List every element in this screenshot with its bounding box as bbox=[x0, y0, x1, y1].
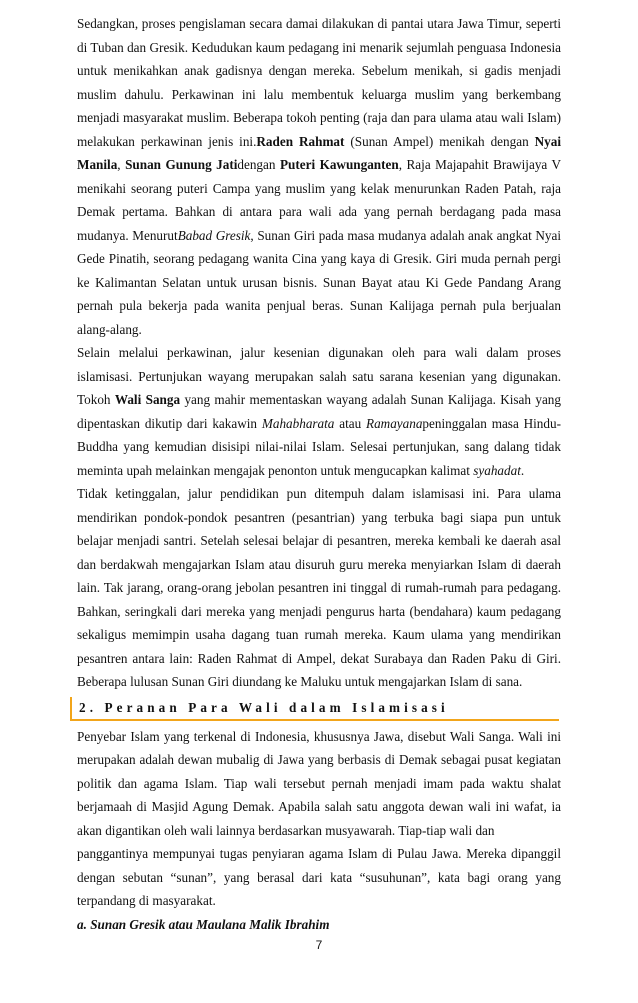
text-run: Nyai Manila bbox=[77, 133, 562, 172]
paragraph-marriage bbox=[77, 12, 561, 341]
text-run: Selain melalui perkawinan, jalur kesenian digunakan oleh para wali dalam proses islamisasi. Pertunjukan wayang merupakan salah satu sarana kesenian yang digunakan. Tokoh bbox=[77, 345, 561, 407]
text-run: , bbox=[117, 157, 126, 172]
text-run: , Raja Majapahit Brawijaya V menikahi seorang puteri Campa yang muslim yang kelak menurunkan Raden Patah, raja Demak pertama. Bahkan di antara para wali ada yang pernah berdagang pada masa mudanya. Menurut bbox=[77, 157, 562, 243]
text-run: Tidak ketinggalan, jalur pendidikan pun ditempuh dalam islamisasi ini. Para ulama mendirikan pondok-pondok pesantren (pesantrian) yang terbuka bagi siapa pun untuk belajar menjadi santri. Setelah selesai belajar di pesantren, mereka kembali ke daerah asal dan berdakwah mengajarkan Islam atau disuruh guru mereka menyiarkan Islam di daerah lain. Tak jarang, orang-orang jebolan pesantren ini tinggal di rumah-rumah para pedagang. Bahkan, seringkali dari mereka yang menjadi pengurus harta (bendahara) kaum pedagang sekaligus memimpin usaha dagang tuan rumah mereka. Kaum ulama yang mendirikan pesantren antara lain: Raden Rahmat di Ampel, dekat Surabaya dan Raden Paku di Giri. Beberapa lulusan Sunan Giri diundang ke Maluku untuk mengajarkan Islam di sana. bbox=[77, 486, 561, 689]
text-run: Sedangkan, proses pengislaman secara damai dilakukan di pantai utara Jawa Timur, seperti di Tuban dan Gresik. Kedudukan kaum pedagang ini menarik sejumlah penguasa Indonesia untuk menikahkan anak gadisnya dengan mereka. Sebelum menikah, si gadis menjadi muslim dahulu. Perkawinan ini lalu membentuk keluarga muslim yang berkembang menjadi masyarakat muslim. Beberapa tokoh penting (raja dan para ulama atau wali Islam) melakukan perkawinan jenis ini. bbox=[77, 16, 561, 149]
text-run: atau bbox=[334, 415, 367, 431]
text-run: Babad Gresik bbox=[177, 227, 251, 243]
page-number: 7 bbox=[315, 938, 323, 952]
text-run: peninggalan masa Hindu-Buddha yang kemudian disisipi nilai-nilai Islam. Selesai pertunjukan, sang dalang tidak meminta upah melainkan mengajak penonton untuk mengucapkan kalimat bbox=[77, 415, 561, 478]
text-run: (Sunan Ampel) menikah dengan bbox=[344, 133, 535, 149]
text-run: yang mahir mementaskan wayang adalah Sunan Kalijaga. Kisah yang dipentaskan dikutip dari kakawin bbox=[77, 392, 561, 431]
text-run: Ramayana bbox=[366, 415, 423, 431]
text-run: syahadat bbox=[473, 462, 521, 478]
text-run: Puteri Kawunganten bbox=[279, 157, 399, 172]
text-run: Raden Rahmat bbox=[256, 133, 345, 149]
subsection-heading: a. Sunan Gresik atau Maulana Malik Ibrahim bbox=[77, 916, 330, 932]
text-run: Mahabharata bbox=[261, 415, 335, 431]
paragraph-arts bbox=[77, 341, 561, 482]
paragraph-wali-sanga-2: panggantinya mempunyai tugas penyiaran agama Islam di Pulau Jawa. Mereka dipanggil dengan sebutan “sunan”, yang berasal dari kata “susuhunan”, kata bagi orang yang terpandang di masyarakat. bbox=[77, 846, 561, 908]
paragraph-wali-sanga-1: Penyebar Islam yang terkenal di Indonesia, khususnya Jawa, disebut Wali Sanga. Wali ini merupakan adalah dewan mubalig di Jawa yang berbasis di Demak sebagai pusat kegiatan politik dan agama Islam. Tiap wali tersebut pernah menjadi imam pada waktu shalat berjamaah di Masjid Agung Demak. Apabila salah satu anggota dewan wali ini wafat, ia akan digantikan oleh wali lainnya berdasarkan musyawarah. Tiap-tiap wali dan bbox=[77, 728, 561, 838]
text-run: dengan bbox=[237, 157, 280, 172]
section-heading: 2. Peranan Para Wali dalam Islamisasi bbox=[70, 697, 559, 721]
text-run: Wali Sanga bbox=[114, 392, 181, 407]
paragraph-education bbox=[77, 482, 561, 694]
text-run: Sunan Gunung Jati bbox=[125, 157, 238, 172]
text-run: . bbox=[520, 462, 525, 478]
text-run: , Sunan Giri pada masa mudanya adalah anak angkat Nyai Gede Pinatih, seorang pedagang wanita Cina yang kaya di Gresik. Giri muda pernah pergi ke Kalimantan Selatan untuk urusan bisnis. Sunan Bayat atau Ki Gede Pandang Arang pernah pula bekerja pada wanita penjual beras. Sunan Kalijaga pernah pula berjualan alang-alang. bbox=[77, 227, 561, 337]
page-content bbox=[77, 12, 561, 936]
